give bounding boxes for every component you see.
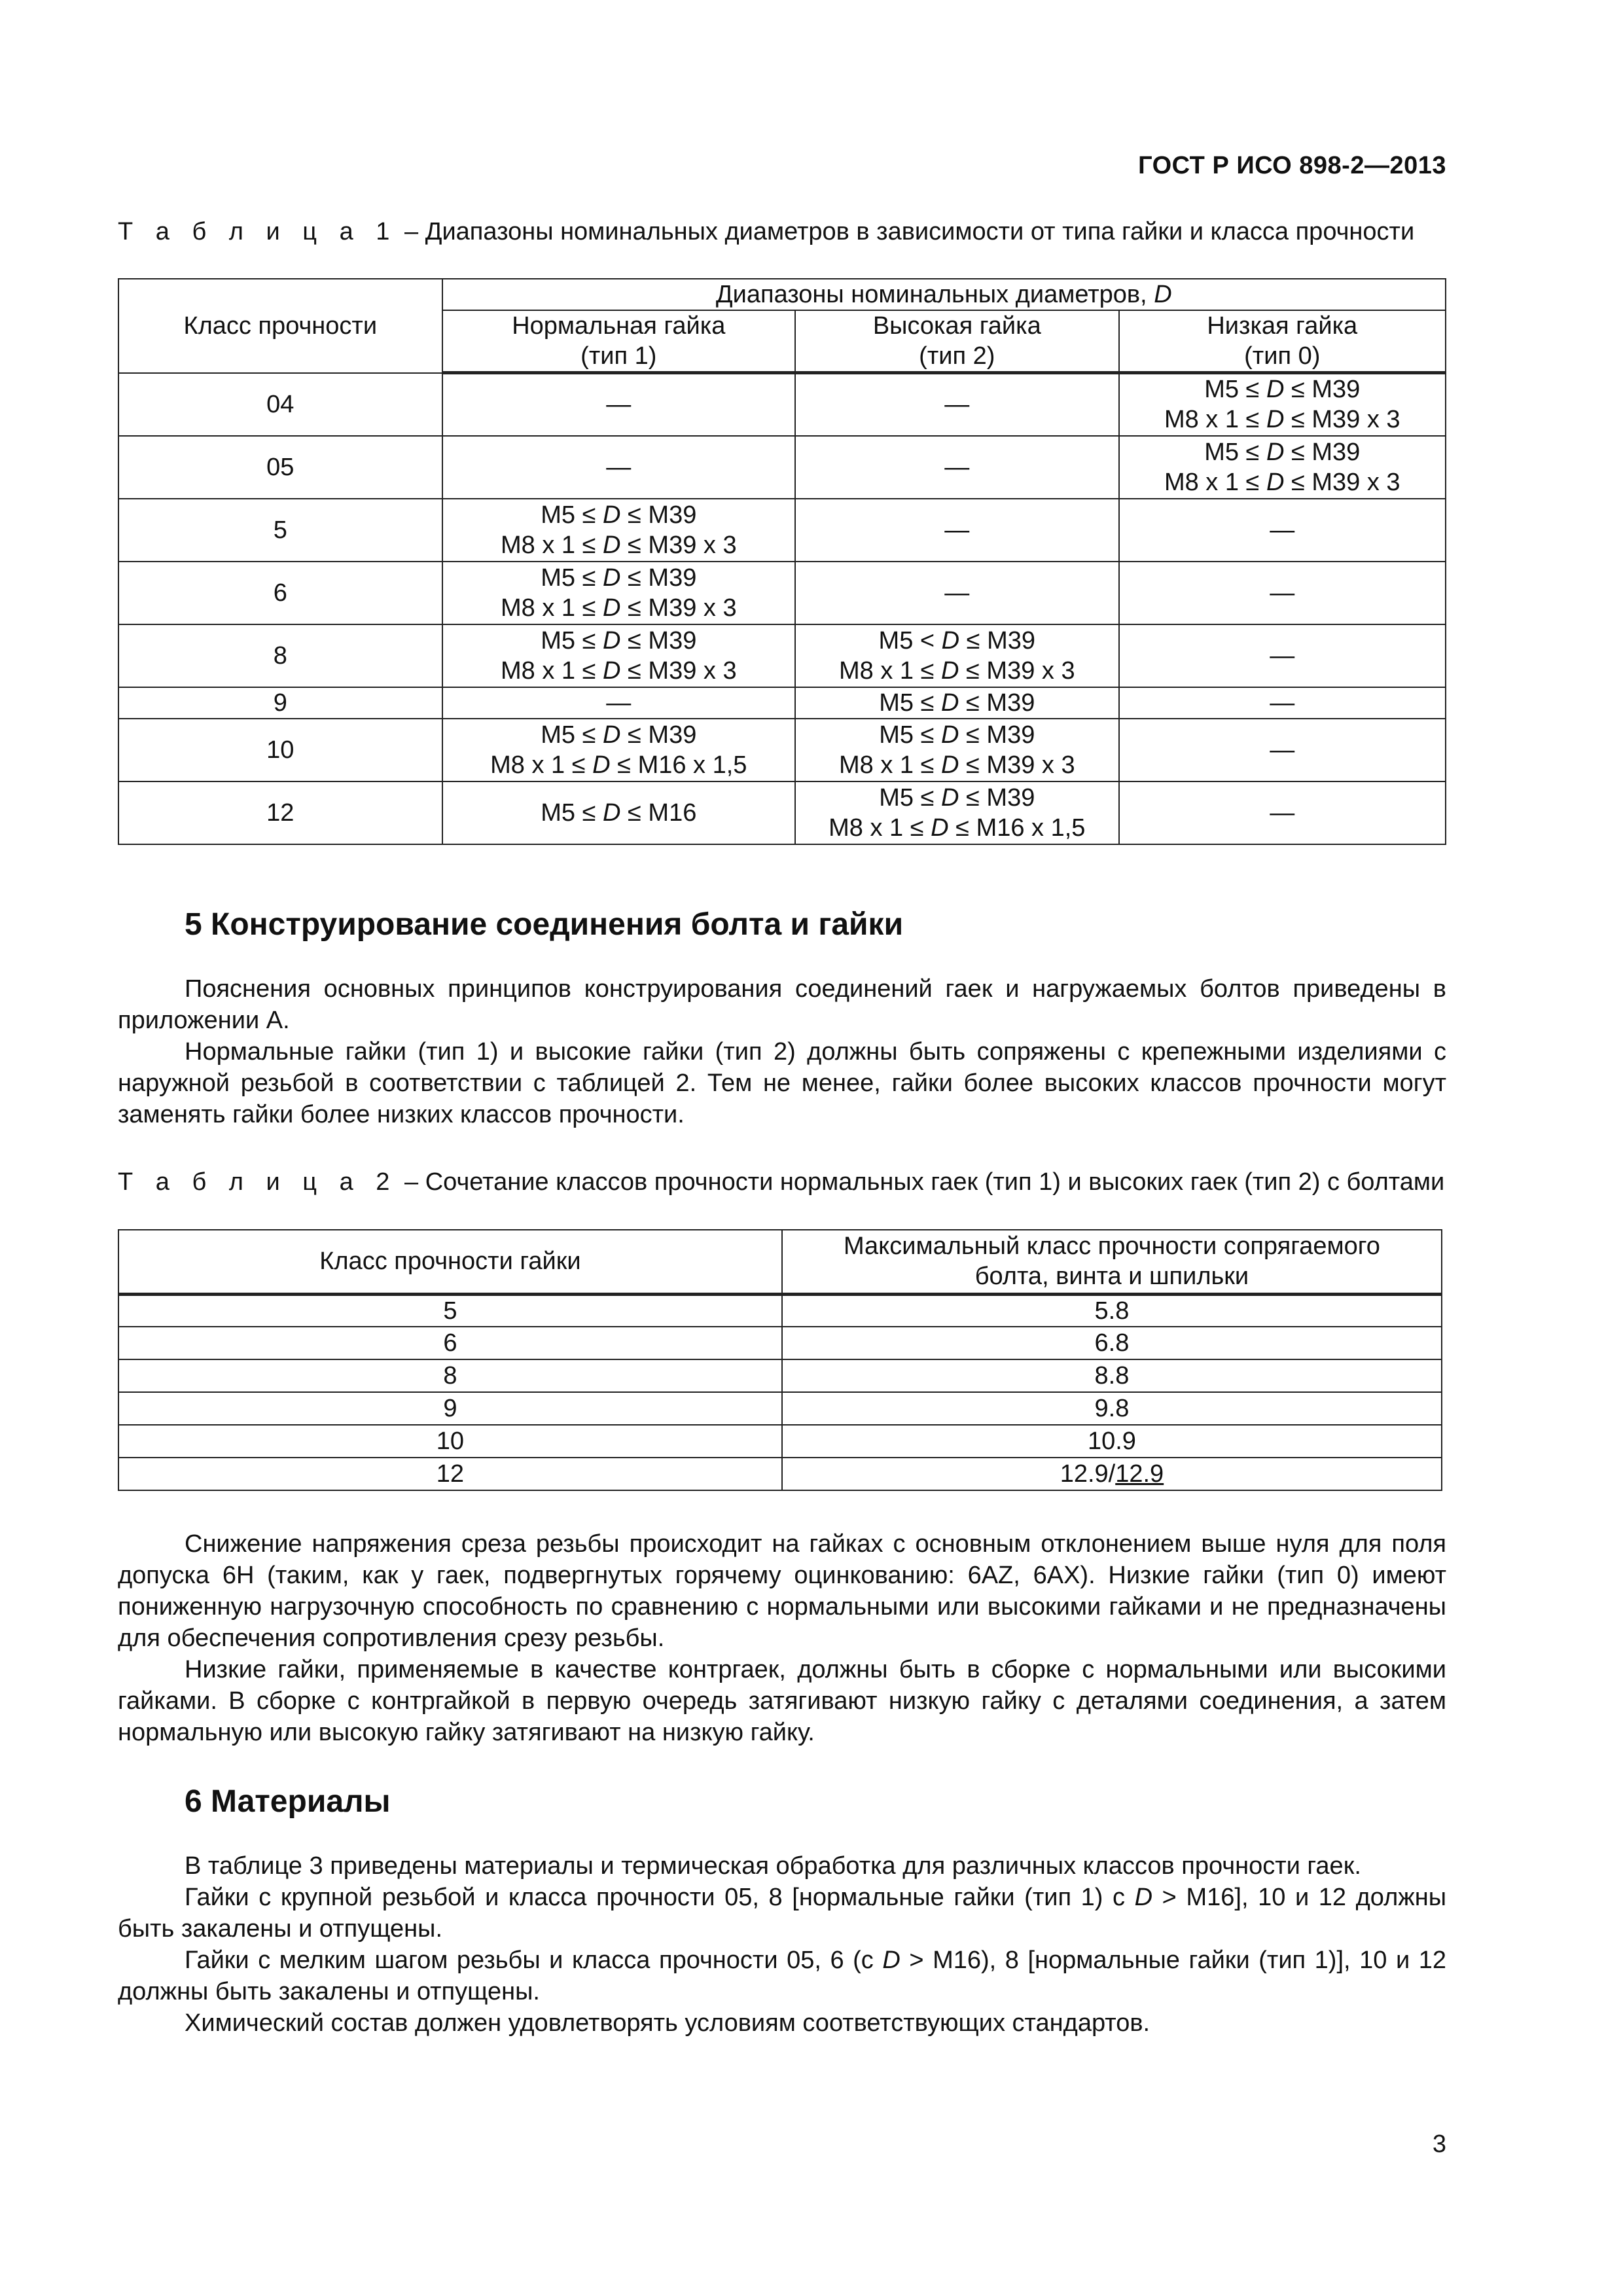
table1-cell-high: M5 ≤ D ≤ M39 xyxy=(795,687,1118,719)
table-row xyxy=(118,1425,1442,1458)
table1-header-normal: Нормальная гайка (тип 1) xyxy=(442,310,796,373)
section6-title: 6 Материалы xyxy=(185,1784,391,1819)
table1-cell-low: — xyxy=(1119,687,1446,719)
table1-cell-normal: M5 ≤ D ≤ M39 M8 x 1 ≤ D ≤ M39 x 3 xyxy=(442,562,796,624)
paragraph: Химический состав должен удовлетворять условиям соответствующих стандартов. xyxy=(185,2009,1150,2037)
table1-cell-low: — xyxy=(1119,499,1446,562)
table2-cell-nut: 6 xyxy=(118,1327,782,1359)
table1-cell-normal: M5 ≤ D ≤ M39 M8 x 1 ≤ D ≤ M39 x 3 xyxy=(442,499,796,562)
table1-caption xyxy=(118,216,1446,247)
table1-cell-low: M5 ≤ D ≤ M39 M8 x 1 ≤ D ≤ M39 x 3 xyxy=(1119,373,1446,436)
table1-cell-low: — xyxy=(1119,719,1446,781)
table2-cell-bolt: 9.8 xyxy=(782,1392,1442,1425)
section6-text xyxy=(118,1850,1446,2039)
table1-header-group-text: Диапазоны номинальных диаметров, D xyxy=(715,281,1172,308)
table1-cell-low: — xyxy=(1119,624,1446,687)
table1-cell-class: 6 xyxy=(118,562,442,624)
table-row xyxy=(118,1458,1442,1490)
table2-cell-nut: 8 xyxy=(118,1359,782,1392)
table-row xyxy=(118,719,1446,781)
table1-cell-normal: — xyxy=(442,373,796,436)
table-row xyxy=(118,781,1446,844)
table1-cell-class: 04 xyxy=(118,373,442,436)
table1-cell-high: — xyxy=(795,373,1118,436)
table2-body xyxy=(118,1294,1442,1490)
table1-header-class: Класс прочности xyxy=(118,279,442,373)
table1-cell-class: 8 xyxy=(118,624,442,687)
table2-cell-bolt xyxy=(782,1458,1442,1490)
table1-cell-class: 12 xyxy=(118,781,442,844)
table1-cell-normal: M5 ≤ D ≤ M16 xyxy=(442,781,796,844)
table-row xyxy=(118,1294,1442,1327)
table2-cell-nut: 9 xyxy=(118,1392,782,1425)
table1-cell-class: 10 xyxy=(118,719,442,781)
table1-cell-high: M5 ≤ D ≤ M39 M8 x 1 ≤ D ≤ M39 x 3 xyxy=(795,719,1118,781)
table-row xyxy=(118,499,1446,562)
table1-cell-high: — xyxy=(795,562,1118,624)
table1-cell-low: — xyxy=(1119,781,1446,844)
table1-cell-normal: M5 ≤ D ≤ M39 M8 x 1 ≤ D ≤ M16 x 1,5 xyxy=(442,719,796,781)
page-number: 3 xyxy=(1432,2130,1446,2158)
table2-cell-nut: 10 xyxy=(118,1425,782,1458)
paragraph: Гайки с крупной резьбой и класса прочности 05, 8 [нормальные гайки (тип 1) с D > M16], 10 и 12 должны быть закалены и отпущены. xyxy=(118,1884,1447,1943)
table1-caption-text: – Диапазоны номинальных диаметров в зависимости от типа гайки и класса прочности xyxy=(397,218,1415,245)
table1-cell-normal: M5 ≤ D ≤ M39 M8 x 1 ≤ D ≤ M39 x 3 xyxy=(442,624,796,687)
table1-cell-class: 05 xyxy=(118,436,442,499)
table2-cell-bolt: 6.8 xyxy=(782,1327,1442,1359)
bolt-class-underlined-value: 12.9 xyxy=(1115,1460,1164,1488)
table2-caption-text: – Сочетание классов прочности нормальных гаек (тип 1) и высоких гаек (тип 2) с болтами xyxy=(397,1168,1445,1196)
table1-header-high: Высокая гайка (тип 2) xyxy=(795,310,1118,373)
table1-cell-class: 5 xyxy=(118,499,442,562)
paragraph: В таблице 3 приведены материалы и термическая обработка для различных классов прочности гаек. xyxy=(185,1852,1361,1880)
table1-header-low: Низкая гайка (тип 0) xyxy=(1119,310,1446,373)
table1-header-group xyxy=(442,279,1446,310)
table-row xyxy=(118,373,1446,436)
table-row xyxy=(118,562,1446,624)
paragraph: Снижение напряжения среза резьбы происходит на гайках с основным отклонением выше нуля для поля допуска 6Н (таким, как у гаек, подвергнутых горячему оцинкованию: 6AZ, 6АХ). Низкие гайки (тип 0) имеют пониженную нагрузочную способность по сравнению с нормальными или высокими гайками и не предназначены для обеспечения сопротивления срезу резьбы. xyxy=(118,1530,1446,1652)
table1-cell-low: M5 ≤ D ≤ M39 M8 x 1 ≤ D ≤ M39 x 3 xyxy=(1119,436,1446,499)
section5-text xyxy=(118,973,1446,1130)
table-row xyxy=(118,624,1446,687)
table2-caption-label: Т а б л и ц а 2 xyxy=(118,1168,398,1196)
table1-cell-high: — xyxy=(795,499,1118,562)
table1-body xyxy=(118,373,1446,844)
table-row xyxy=(118,687,1446,719)
table1-cell-normal: — xyxy=(442,436,796,499)
table1-cell-high: — xyxy=(795,436,1118,499)
table1-cell-normal: — xyxy=(442,687,796,719)
table-row xyxy=(118,436,1446,499)
bolt-class-value: 12.9/ xyxy=(1060,1460,1116,1488)
table2-cell-bolt: 5.8 xyxy=(782,1294,1442,1327)
document-code: ГОСТ Р ИСО 898-2—2013 xyxy=(1138,152,1446,179)
table1 xyxy=(118,278,1446,845)
table2-cell-nut: 12 xyxy=(118,1458,782,1490)
section5-title: 5 Конструирование соединения болта и гайки xyxy=(185,907,904,942)
table2 xyxy=(118,1229,1442,1491)
table1-caption-label: Т а б л и ц а 1 xyxy=(118,218,398,245)
paragraph: Нормальные гайки (тип 1) и высокие гайки (тип 2) должны быть сопряжены с крепежными изделиями с наружной резьбой в соответствии с таблицей 2. Тем не менее, гайки более высоких классов прочности могут заменять гайки более низких классов прочности. xyxy=(118,1038,1446,1128)
paragraph: Гайки с мелким шагом резьбы и класса прочности 05, 6 (с D > M16), 8 [нормальные гайки (тип 1)], 10 и 12 должны быть закалены и отпущены. xyxy=(118,1946,1446,2005)
table1-cell-low: — xyxy=(1119,562,1446,624)
paragraph: Низкие гайки, применяемые в качестве контргаек, должны быть в сборке с нормальными или высокими гайками. В сборке с контргайкой в первую очередь затягивают низкую гайку с деталями соединения, а затем нормальную или высокую гайку затягивают на низкую гайку. xyxy=(118,1656,1446,1746)
table2-header-nut: Класс прочности гайки xyxy=(118,1230,782,1294)
table2-cell-bolt: 10.9 xyxy=(782,1425,1442,1458)
table-row xyxy=(118,1327,1442,1359)
table1-cell-class: 9 xyxy=(118,687,442,719)
table-row xyxy=(118,1359,1442,1392)
after-table2-text xyxy=(118,1528,1446,1748)
table2-caption xyxy=(118,1166,1446,1198)
table2-header-bolt: Максимальный класс прочности сопрягаемого болта, винта и шпильки xyxy=(782,1230,1442,1294)
table2-cell-nut: 5 xyxy=(118,1294,782,1327)
paragraph: Пояснения основных принципов конструирования соединений гаек и нагружаемых болтов приведены в приложении А. xyxy=(118,975,1446,1034)
table2-cell-bolt: 8.8 xyxy=(782,1359,1442,1392)
table1-cell-high: M5 < D ≤ M39 M8 x 1 ≤ D ≤ M39 x 3 xyxy=(795,624,1118,687)
table-row xyxy=(118,1392,1442,1425)
table1-cell-high: M5 ≤ D ≤ M39 M8 x 1 ≤ D ≤ M16 x 1,5 xyxy=(795,781,1118,844)
